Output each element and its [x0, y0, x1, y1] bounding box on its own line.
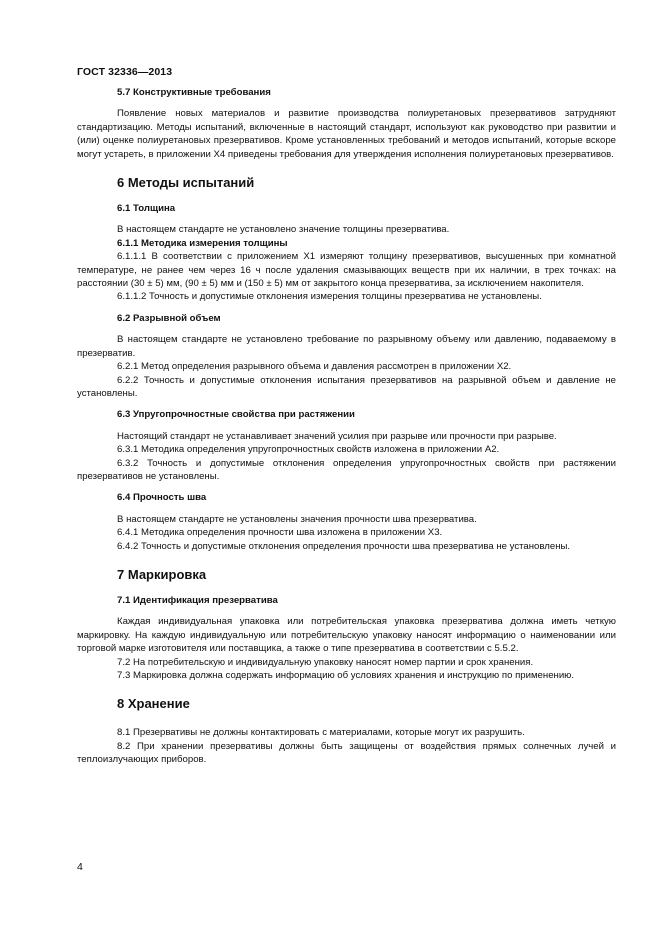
paragraph: 7.2 На потребительскую и индивидуальную упаковку наносят номер партии и срок хранения.: [117, 656, 534, 668]
paragraph: В настоящем стандарте не установлены значения прочности шва презерватива.: [117, 513, 477, 525]
paragraph: 6.1.1.2 Точность и допустимые отклонения измерения толщины презерватива не установлены.: [117, 291, 542, 303]
section-5-7-heading: 5.7 Конструктивные требования: [117, 87, 271, 98]
page-body: [77, 86, 616, 767]
paragraph: 6.4.1 Методика определения прочности шва изложена в приложении Х3.: [117, 527, 443, 539]
paragraph: 6.3.2 Точность и допустимые отклонения определения упругопрочностных свойств при растяжении презервативов не установлены.: [77, 457, 616, 482]
paragraph: Появление новых материалов и развитие производства полиуретановых презервативов затрудняют стандартизацию. Методы испытаний, включенные в настоящий стандарт, используют как руководство при развитии и (или) оценке полиуретановых презервативов. Кроме установленных требований и методов испытаний, которые вскоре могут устареть, в приложении Х4 приведены требования для утверждения исполнения полиуретановых презервативов.: [77, 108, 616, 160]
paragraph: 6.3.1 Методика определения упругопрочностных свойств изложена в приложении А2.: [117, 444, 500, 456]
paragraph: 6.1.1.1 В соответствии с приложением Х1 измеряют толщину презервативов, высушенных при комнатной температуре, не ранее чем через 16 ч после удаления смазывающих веществ при их наличии, в трех точках: на расстоянии (30 ± 5) мм, (90 ± 5) мм и (150 ± 5) мм от закрытого конца презерватива, за исключением накопителя.: [77, 251, 616, 290]
paragraph: 8.2 При хранении презервативы должны быть защищены от воздействия прямых солнечных лучей и теплоизлучающих приборов.: [77, 740, 616, 766]
section-6-2-heading: 6.2 Разрывной объем: [117, 312, 221, 324]
paragraph: 7.3 Маркировка должна содержать информацию об условиях хранения и инструкцию по применению.: [117, 670, 575, 681]
section-7-1-heading: 7.1 Идентификация презерватива: [117, 594, 278, 606]
paragraph: Каждая индивидуальная упаковка или потребительская упаковка презерватива должна иметь четкую маркировку. На каждую индивидуальную или потребительскую упаковку наносят информацию о наименовании или торговой марке изготовителя или поставщика, а также о типе презерватива в соответствии с 5.5.2.: [77, 616, 616, 655]
page-number: 4: [77, 861, 83, 873]
standard-header: ГОСТ 32336—2013: [77, 66, 173, 78]
section-8-heading: 8 Хранение: [117, 696, 190, 712]
paragraph: 8.1 Презервативы не должны контактировать с материалами, которые могут их разрушить.: [117, 727, 525, 739]
section-7-heading: 7 Маркировка: [117, 566, 207, 582]
paragraph: В настоящем стандарте не установлено значение толщины презерватива.: [117, 224, 450, 236]
paragraph: 6.2.1 Метод определения разрывного объема и давления рассмотрен в приложении Х2.: [117, 361, 512, 373]
paragraph: Настоящий стандарт не устанавливает значений усилия при разрыве или прочности при разрыве.: [117, 430, 557, 442]
section-6-1-1-heading: 6.1.1 Методика измерения толщины: [117, 237, 288, 249]
section-6-1-heading: 6.1 Толщина: [117, 203, 176, 215]
paragraph: 6.4.2 Точность и допустимые отклонения определения прочности шва презерватива не установлены.: [117, 540, 571, 552]
paragraph: 6.2.2 Точность и допустимые отклонения испытания презервативов на разрывной объем и давление не установлены.: [77, 374, 616, 399]
section-6-3-heading: 6.3 Упругопрочностные свойства при растяжении: [117, 409, 355, 421]
section-6-heading: 6 Методы испытаний: [117, 175, 255, 191]
section-6-4-heading: 6.4 Прочность шва: [117, 492, 207, 504]
paragraph: В настоящем стандарте не установлено требование по разрывному объему или давлению, подаваемому в презерватив.: [77, 334, 616, 359]
